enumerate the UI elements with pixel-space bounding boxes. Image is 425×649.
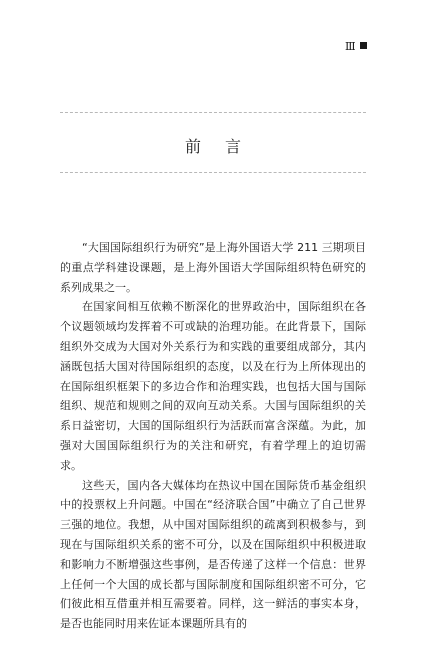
paragraph: 在国家间相互依赖不断深化的世界政治中，国际组织在各个议题领域均发挥着不可或缺的治理功能。在此背景下，国际组织外交成为大国对外关系行为和实践的重要组成部分，其内涵既包括大国对待国际组织的态度，以及在行为上所体现出的在国际组织框架下的多边合作和治理实践，也包括大国与国际组织、规范和规则之间的双向互动关系。大国与国际组织的关系日益密切，大国的国际组织行为活跃而富含深蕴。为此，加强对大国国际组织行为的关注和研究，有着学理上的迫切需求。 [60, 300, 366, 472]
paragraph: 这些天，国内各大媒体均在热议中国在国际货币基金组织中的投票权上升问题。中国在“经济联合国”中确立了自己世界三强的地位。我想，从中国对国际组织的疏离到积极参与，到现在与国际组织关系的密不可分，以及在国际组织中积极进取和影响力不断增强这些事例，是否传递了这样一个信息：世界上任何一个大国的成长都与国际制度和国际组织密不可分，它们彼此相互借重并相互需要着。同样，这一鲜活的事实本身，是否也能同时用来佐证本课题所具有的 [60, 478, 366, 631]
heading-rule-bottom [60, 172, 366, 173]
page-number: Ⅲ [345, 40, 357, 53]
body-text [60, 238, 366, 634]
page-marker-square [360, 42, 367, 49]
heading-rule-top [60, 112, 366, 113]
paragraph: “大国国际组织行为研究”是上海外国语大学 211 三期项目的重点学科建设课题，是上海外国语大学国际组织特色研究的系列成果之一。 [60, 241, 366, 294]
page-title: 前言 [184, 137, 265, 156]
